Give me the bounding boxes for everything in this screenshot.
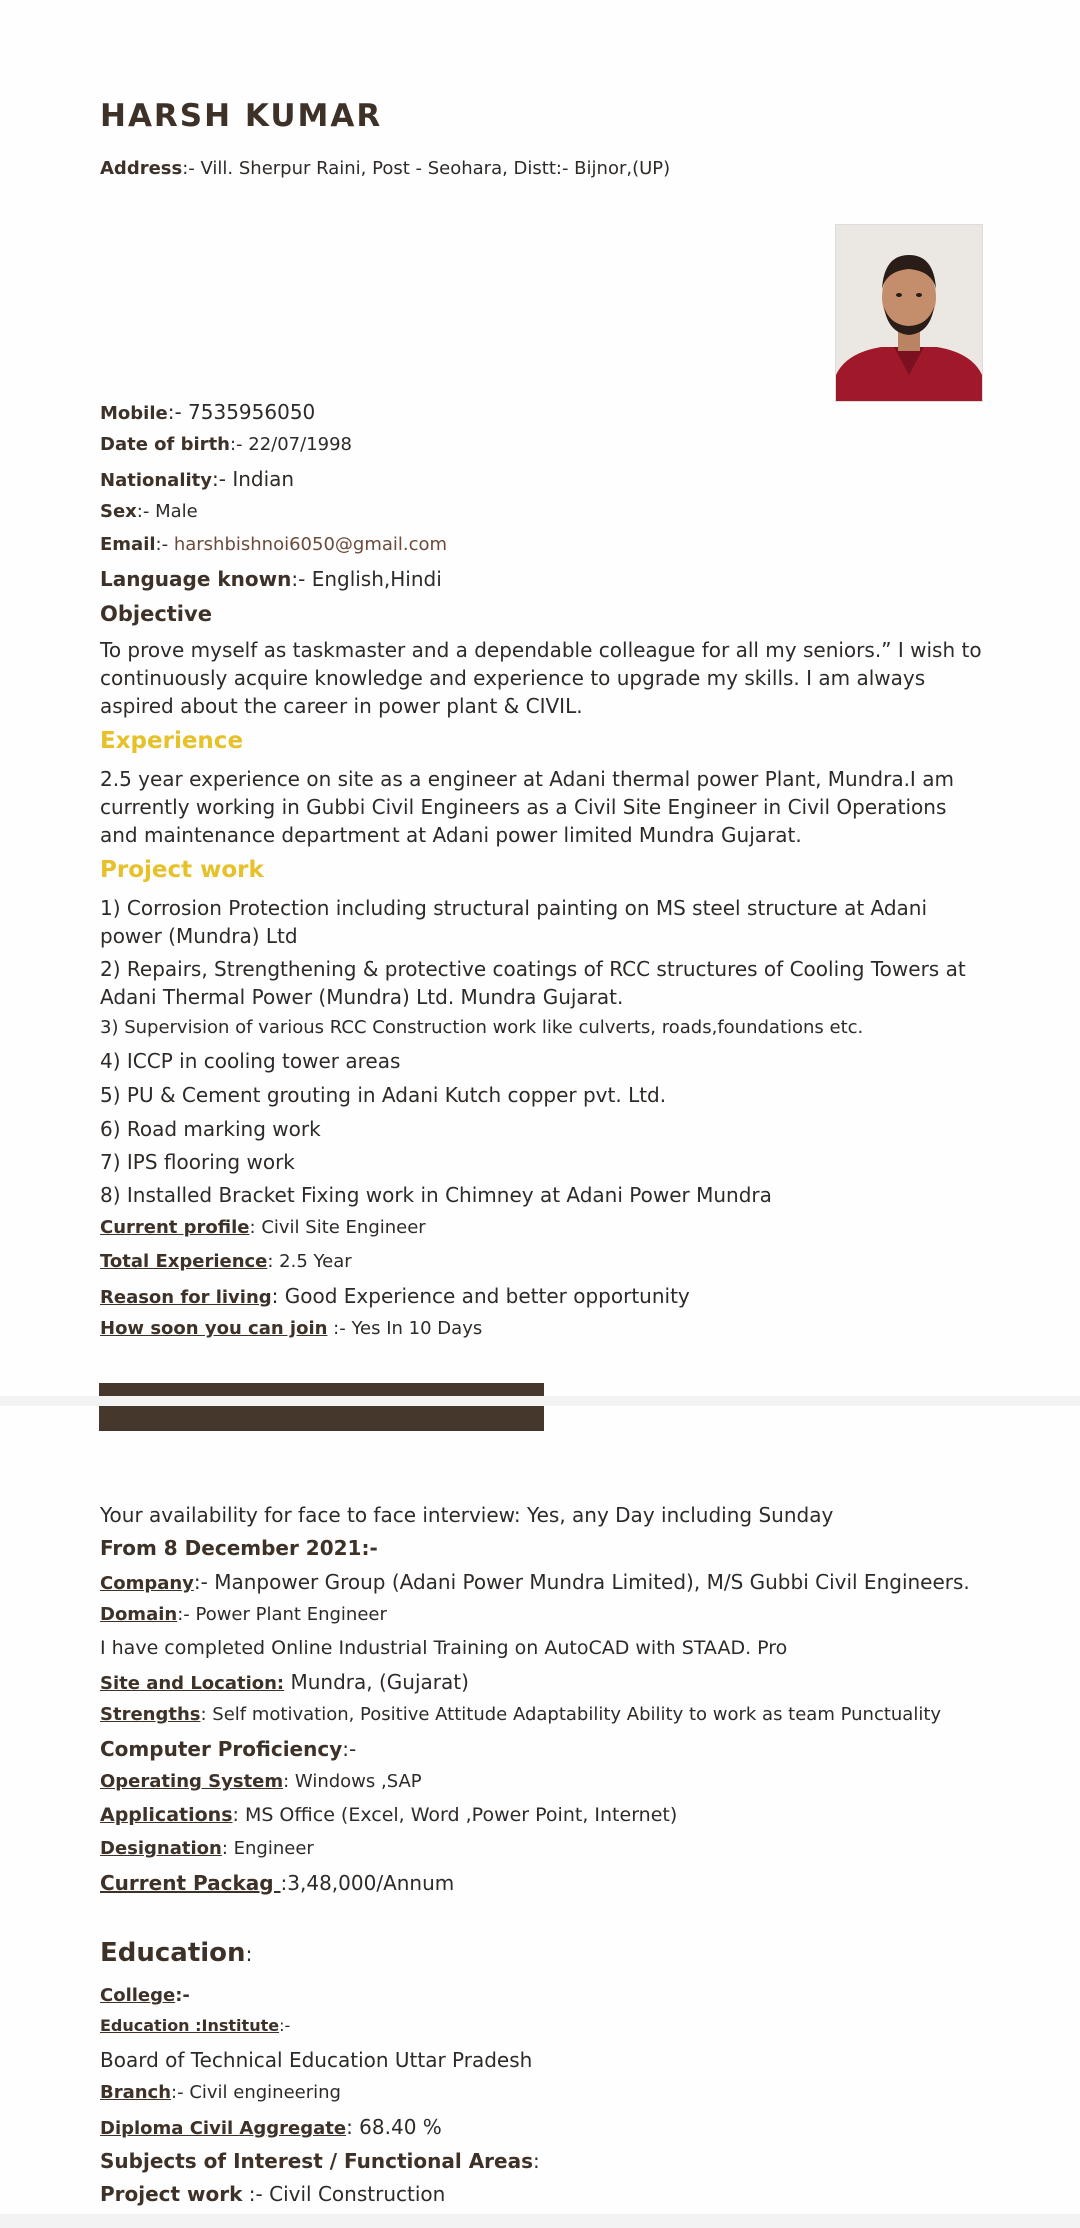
divider-bar-top bbox=[99, 1383, 544, 1396]
computer-proficiency-value: :- bbox=[342, 1737, 357, 1761]
strengths-label: Strengths bbox=[100, 1704, 201, 1725]
package-label: Current Packag bbox=[100, 1871, 281, 1895]
sex-label: Sex bbox=[100, 501, 137, 522]
os-value: : Windows ,SAP bbox=[283, 1771, 422, 1792]
total-experience-label: Total Experience bbox=[100, 1251, 268, 1272]
applications-value: : MS Office (Excel, Word ,Power Point, Internet) bbox=[232, 1804, 678, 1826]
join-line bbox=[100, 1318, 482, 1339]
nationality-value: :- Indian bbox=[212, 467, 295, 491]
nationality-line bbox=[100, 467, 294, 491]
subjects-label: Subjects of Interest / Functional Areas bbox=[100, 2149, 534, 2173]
designation-label: Designation bbox=[100, 1838, 222, 1859]
education-project-line bbox=[100, 2182, 445, 2206]
candidate-name: HARSH KUMAR bbox=[100, 98, 383, 134]
education-heading-line bbox=[100, 1938, 252, 1968]
college-line bbox=[100, 1982, 190, 2006]
mobile-line bbox=[100, 400, 315, 424]
college-label: College bbox=[100, 1985, 176, 2006]
from-date-line: From 8 December 2021:- bbox=[100, 1536, 378, 1560]
total-experience-value: : 2.5 Year bbox=[267, 1251, 352, 1272]
project-item-6: 6) Road marking work bbox=[100, 1117, 321, 1141]
company-line bbox=[100, 1570, 970, 1594]
applications-label: Applications bbox=[100, 1804, 233, 1826]
applications-line bbox=[100, 1804, 677, 1826]
institute-line bbox=[100, 2016, 290, 2035]
address-label: Address bbox=[100, 158, 183, 179]
experience-heading: Experience bbox=[100, 728, 244, 754]
email-line bbox=[100, 534, 447, 555]
site-location-label: Site and Location: bbox=[100, 1673, 285, 1694]
objective-text: To prove myself as taskmaster and a dependable colleague for all my seniors.” I wish to continuously acquire knowledge and experience to upgrade my skills. I am always aspired about the career in power plant & CIVIL. bbox=[100, 638, 982, 718]
site-location-value: Mundra, (Gujarat) bbox=[284, 1670, 469, 1694]
domain-value: :- Power Plant Engineer bbox=[177, 1604, 387, 1625]
strengths-line bbox=[100, 1704, 941, 1725]
education-heading: Education bbox=[100, 1938, 246, 1968]
mobile-value: :- 7535956050 bbox=[167, 400, 316, 424]
page-bottom-edge bbox=[0, 2214, 1080, 2228]
college-value: :- bbox=[175, 1985, 190, 2006]
current-profile-value: : Civil Site Engineer bbox=[249, 1217, 426, 1238]
objective-heading: Objective bbox=[100, 602, 212, 626]
subjects-value: : bbox=[533, 2149, 540, 2173]
current-profile-label: Current profile bbox=[100, 1217, 250, 1238]
email-label: Email bbox=[100, 534, 156, 555]
strengths-value: : Self motivation, Positive Attitude Adaptability Ability to work as team Punctuality bbox=[200, 1704, 942, 1725]
divider-bar-bottom bbox=[99, 1406, 544, 1431]
branch-value: :- Civil engineering bbox=[171, 2082, 341, 2103]
package-line bbox=[100, 1871, 454, 1895]
project-work-heading: Project work bbox=[100, 857, 264, 883]
board-line: Board of Technical Education Uttar Pradesh bbox=[100, 2048, 533, 2072]
package-value: :3,48,000/Annum bbox=[280, 1871, 455, 1895]
branch-label: Branch bbox=[100, 2082, 172, 2103]
domain-label: Domain bbox=[100, 1604, 178, 1625]
site-location-line bbox=[100, 1670, 469, 1694]
person-photo-icon bbox=[836, 225, 982, 401]
designation-line bbox=[100, 1838, 314, 1859]
institute-label: Education :Institute bbox=[100, 2016, 280, 2035]
sex-value: :- Male bbox=[136, 501, 198, 522]
education-project-value: :- Civil Construction bbox=[242, 2182, 446, 2206]
language-label: Language known bbox=[100, 567, 292, 591]
os-line bbox=[100, 1771, 422, 1792]
profile-photo bbox=[835, 224, 983, 402]
domain-line bbox=[100, 1604, 387, 1625]
company-label: Company bbox=[100, 1573, 194, 1594]
project-item-2: 2) Repairs, Strengthening & protective coatings of RCC structures of Cooling Towers at Adani Thermal Power (Mundra) Ltd. Mundra Gujarat. bbox=[100, 957, 966, 1009]
language-value: :- English,Hindi bbox=[291, 567, 442, 591]
language-line bbox=[100, 567, 442, 591]
institute-value: :- bbox=[279, 2016, 291, 2035]
designation-value: : Engineer bbox=[221, 1838, 314, 1859]
experience-text: 2.5 year experience on site as a engineer at Adani thermal power Plant, Mundra.I am currently working in Gubbi Civil Engineers as a Civil Site Engineer in Civil Operations and maintenance department at Adani power limited Mundra Gujarat. bbox=[100, 767, 954, 847]
address-value: :- Vill. Sherpur Raini, Post - Seohara, Distt:- Bijnor,(UP) bbox=[182, 158, 671, 179]
page-separator bbox=[0, 1396, 1080, 1406]
computer-proficiency-line bbox=[100, 1737, 356, 1761]
dob-value: :- 22/07/1998 bbox=[229, 434, 353, 455]
dob-line bbox=[100, 434, 352, 455]
address-line bbox=[100, 158, 670, 179]
availability-line: Your availability for face to face interview: Yes, any Day including Sunday bbox=[100, 1503, 834, 1527]
join-value: :- Yes In 10 Days bbox=[327, 1318, 483, 1339]
project-item-8: 8) Installed Bracket Fixing work in Chimney at Adani Power Mundra bbox=[100, 1183, 772, 1207]
aggregate-line bbox=[100, 2115, 442, 2139]
project-item-3: 3) Supervision of various RCC Construction work like culverts, roads,foundations etc. bbox=[100, 1017, 864, 1038]
mobile-label: Mobile bbox=[100, 403, 168, 424]
os-label: Operating System bbox=[100, 1771, 284, 1792]
company-value: :- Manpower Group (Adani Power Mundra Limited), M/S Gubbi Civil Engineers. bbox=[193, 1570, 970, 1594]
email-separator: :- bbox=[155, 534, 174, 555]
reason-line bbox=[100, 1284, 690, 1308]
branch-line bbox=[100, 2082, 341, 2103]
project-item-1: 1) Corrosion Protection including structural painting on MS steel structure at Adani power (Mundra) Ltd bbox=[100, 896, 928, 948]
reason-label: Reason for living bbox=[100, 1287, 272, 1308]
nationality-label: Nationality bbox=[100, 470, 212, 491]
current-profile-line bbox=[100, 1217, 426, 1238]
aggregate-label: Diploma Civil Aggregate bbox=[100, 2118, 347, 2139]
aggregate-value: : 68.40 % bbox=[346, 2115, 442, 2139]
dob-label: Date of birth bbox=[100, 434, 230, 455]
training-line: I have completed Online Industrial Training on AutoCAD with STAAD. Pro bbox=[100, 1637, 788, 1659]
reason-value: : Good Experience and better opportunity bbox=[271, 1284, 690, 1308]
project-item-5: 5) PU & Cement grouting in Adani Kutch copper pvt. Ltd. bbox=[100, 1083, 667, 1107]
education-project-label: Project work bbox=[100, 2182, 243, 2206]
education-heading-suffix: : bbox=[245, 1942, 253, 1966]
project-item-4: 4) ICCP in cooling tower areas bbox=[100, 1049, 401, 1073]
total-experience-line bbox=[100, 1251, 352, 1272]
project-item-7: 7) IPS flooring work bbox=[100, 1150, 295, 1174]
computer-proficiency-label: Computer Proficiency bbox=[100, 1737, 343, 1761]
sex-line bbox=[100, 501, 198, 522]
subjects-line bbox=[100, 2149, 540, 2173]
email-link[interactable]: harshbishnoi6050@gmail.com bbox=[173, 534, 448, 555]
join-label: How soon you can join bbox=[100, 1318, 328, 1339]
